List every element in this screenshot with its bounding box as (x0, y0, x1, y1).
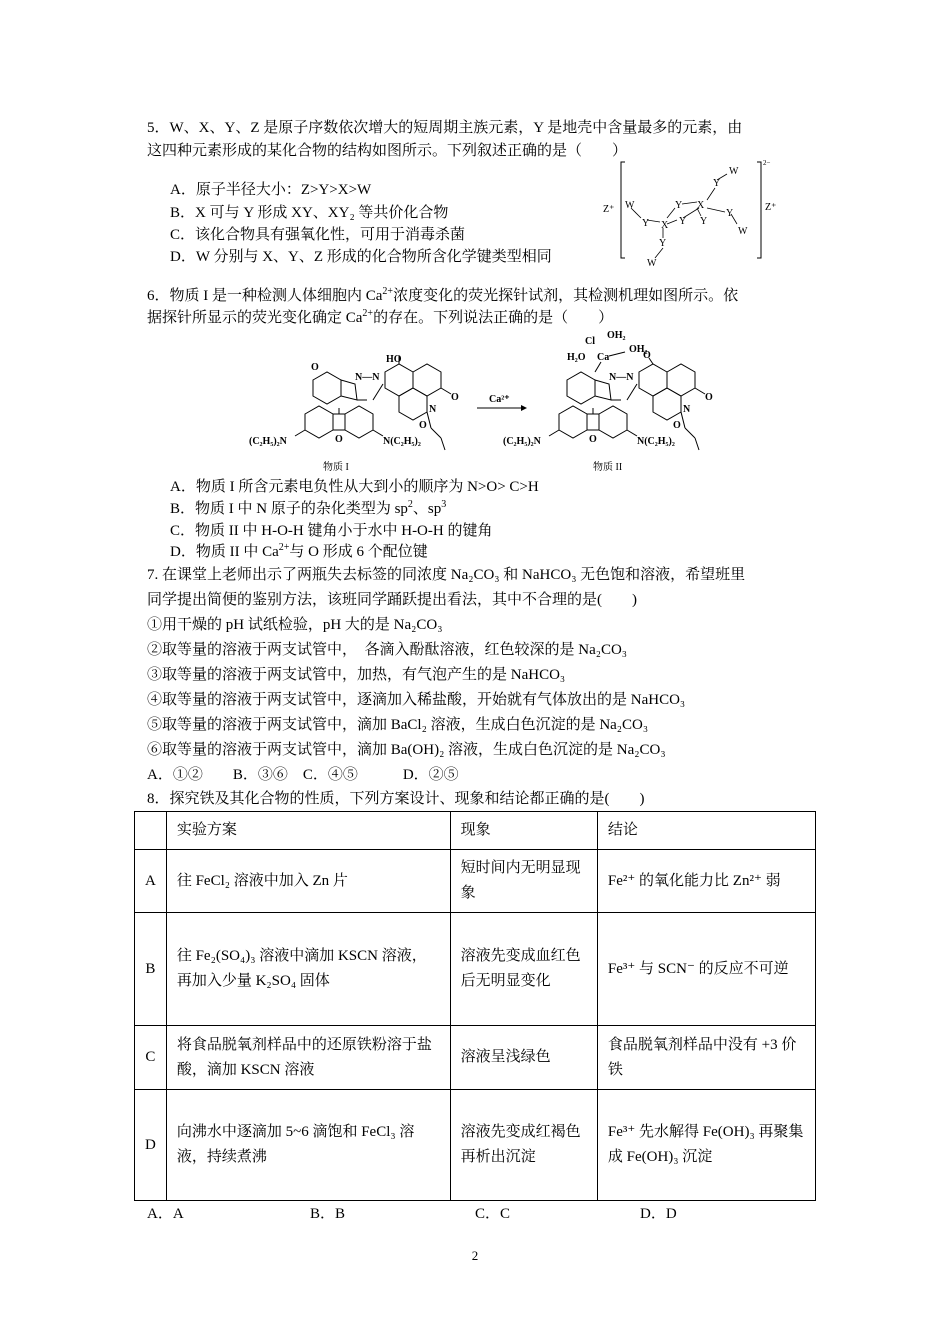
q5-option-d: D．W 分别与 X、Y、Z 形成的化合物所含化学键类型相同 (170, 249, 552, 265)
q8-header-conclusion: 结论 (597, 812, 815, 850)
q8-row-key: D (135, 1090, 167, 1201)
q8-row-c (135, 1026, 816, 1090)
q6-s2-O-imide1: O (705, 392, 713, 403)
q5-atom-w1: W (625, 200, 635, 211)
q8-cell-plan: 往 FeCl₂ 溶液中加入 Zn 片 (166, 850, 450, 913)
page-number: 2 (471, 1248, 479, 1263)
q8-option-b: B．B (310, 1206, 346, 1222)
q8-option-c: C．C (475, 1206, 511, 1222)
q8-cell-conclusion: 食品脱氧剂样品中没有 +3 价铁 (597, 1026, 815, 1090)
q5-atom-w2: W (729, 166, 739, 177)
q8-cell-plan: 将食品脱氧剂样品中的还原铁粉溶于盐酸，滴加 KSCN 溶液 (166, 1026, 450, 1090)
q5-atom-y2: Y (675, 200, 683, 211)
q8-table (134, 811, 816, 1201)
q6-substance-2-skeleton (549, 352, 705, 450)
q6-s1-O-carbonyl: O (311, 362, 319, 373)
q6-s1-N-imide: N (429, 404, 437, 415)
q8-header-blank (135, 812, 167, 850)
q5-atom-y3: Y (679, 216, 687, 227)
q5-atom-x1: X (661, 220, 669, 231)
q6-option-d: D．物质 II 中 $Ca^{2+}$与 O 形成 6 个配位键 (170, 542, 428, 560)
q6-s2-N-imide: N (683, 404, 691, 415)
q5-atom-y6: Y (726, 208, 734, 219)
q5-atom-y1: Y (642, 218, 650, 229)
q6-s2-OH2-right: OH₂ (629, 344, 648, 355)
q6-s1-O-imide2: O (419, 420, 427, 431)
q6-s2-O-phenoxide: O (643, 350, 651, 361)
q5-atom-w4: W (647, 258, 657, 269)
q7-item-6: ⑥取等量的溶液于两支试管中，滴加 Ba(OH)₂ 溶液，生成白色沉淀的是 Na₂CO₃ (147, 742, 666, 758)
q5-atom-x2: X (697, 200, 705, 211)
q5-option-b: B．X 可与 Y 形成 XY、XY₂ 等共价化合物 (170, 205, 449, 221)
q5-charge: 2− (763, 159, 771, 167)
q6-s2-O-xanthene: O (589, 434, 597, 445)
q8-cell-plan: 向沸水中逐滴加 5~6 滴饱和 FeCl₃ 溶液，持续煮沸 (166, 1090, 450, 1201)
q8-cell-phenomenon: 溶液先变成红褐色再析出沉淀 (450, 1090, 597, 1201)
q6-s1-O-xanthene: O (335, 434, 343, 445)
q8-row-key: B (135, 913, 167, 1026)
q8-cell-conclusion: Fe³⁺ 与 SCN⁻ 的反应不可逆 (597, 913, 815, 1026)
q7-stem-line2: 同学提出简便的鉴别方法，该班同学踊跃提出看法，其中不合理的是( ) (147, 592, 637, 608)
q6-s2-NEt2: N(C₂H₅)₂ (637, 436, 675, 447)
q8-row-key: A (135, 850, 167, 913)
q5-option-a: A．原子半径大小：Z>Y>X>W (170, 182, 372, 198)
q6-reaction-figure (245, 328, 815, 476)
q5-cation-left: Z⁺ (603, 204, 615, 215)
q8-table-header (135, 812, 816, 850)
q8-row-b (135, 913, 816, 1026)
q5-atom-y5: Y (713, 178, 721, 189)
q5-stem-line1: 5．W、X、Y、Z 是原子序数依次增大的短周期主族元素，Y 是地壳中含量最多的元素，由 (147, 120, 743, 136)
q6-s2-O-imide2: O (673, 420, 681, 431)
q8-row-d (135, 1090, 816, 1201)
q5-atom-y7: Y (659, 238, 667, 249)
q8-option-a: A．A (147, 1206, 184, 1222)
q5-atom-y4: Y (700, 216, 708, 227)
q8-cell-phenomenon: 溶液先变成血红色后无明显变化 (450, 913, 597, 1026)
q6-s2-Et2N: (C₂H₅)₂N (503, 436, 541, 447)
q6-stem-line1: 6．物质 I 是一种检测人体细胞内 $Ca^{2+}$浓度变化的荧光探针试剂，其检测机理如图所示。依 (147, 286, 739, 304)
q6-option-b: B．物质 I 中 N 原子的杂化类型为 $sp^2$、$sp^3$ (170, 499, 447, 517)
q8-cell-phenomenon: 溶液呈浅绿色 (450, 1026, 597, 1090)
q6-s1-Et2N: (C₂H₅)₂N (249, 436, 287, 447)
q8-header-plan: 实验方案 (166, 812, 450, 850)
q6-s2-NN: N—N (609, 372, 634, 383)
q8-header-phenomenon: 现象 (450, 812, 597, 850)
q6-s2-Ca: Ca (597, 352, 610, 363)
q6-s2-H2O: H₂O (567, 352, 586, 363)
q7-item-4: ④取等量的溶液于两支试管中，逐滴加入稀盐酸，开始就有气体放出的是 NaHCO₃ (147, 692, 686, 708)
q6-s1-O-imide1: O (451, 392, 459, 403)
q6-stem-line2: 据探针所显示的荧光变化确定 $Ca^{2+}$的存在。下列说法正确的是（ ） (147, 308, 614, 326)
q6-s1-NEt2: N(C₂H₅)₂ (383, 436, 421, 447)
q6-s2-OH2-top: OH₂ (607, 330, 626, 341)
q5-structure-figure (597, 158, 787, 270)
q6-arrow-reagent: Ca²⁺ (489, 394, 510, 405)
q6-s1-HO: HO (386, 354, 402, 365)
q7-item-2: ②取等量的溶液于两支试管中， 各滴入酚酞溶液，红色较深的是 Na₂CO₃ (147, 642, 628, 658)
q5-cation-right: Z⁺ (765, 202, 777, 213)
q8-cell-plan: 往 Fe₂(SO₄)₃ 溶液中滴加 KSCN 溶液，再加入少量 K₂SO₄ 固体 (166, 913, 450, 1026)
q7-stem-line1: 7. 在课堂上老师出示了两瓶失去标签的同浓度 Na₂CO₃ 和 NaHCO₃ 无色饱和溶液，希望班里 (147, 567, 746, 583)
q5-stem-line2: 这四种元素形成的某化合物的结构如图所示。下列叙述正确的是（ ） (147, 143, 628, 159)
q6-label-substance-2: 物质 II (593, 462, 623, 473)
q7-options: A．①② B．③⑥ C．④⑤ D．②⑤ (147, 767, 459, 783)
q8-cell-conclusion: Fe²⁺ 的氧化能力比 Zn²⁺ 弱 (597, 850, 815, 913)
q8-row-a (135, 850, 816, 913)
q6-label-substance-1: 物质 I (323, 462, 349, 473)
q7-item-3: ③取等量的溶液于两支试管中，加热，有气泡产生的是 NaHCO₃ (147, 667, 566, 683)
q8-cell-conclusion: Fe³⁺ 先水解得 Fe(OH)₃ 再聚集成 Fe(OH)₃ 沉淀 (597, 1090, 815, 1201)
q6-s1-NN: N—N (355, 372, 380, 383)
q8-row-key: C (135, 1026, 167, 1090)
q8-cell-phenomenon: 短时间内无明显现象 (450, 850, 597, 913)
q8-stem: 8．探究铁及其化合物的性质，下列方案设计、现象和结论都正确的是( ) (147, 791, 645, 807)
q7-item-1: ①用干燥的 pH 试纸检验，pH 大的是 Na₂CO₃ (147, 617, 443, 633)
q5-atom-w3: W (738, 226, 748, 237)
q8-option-d: D．D (640, 1206, 677, 1222)
q7-item-5: ⑤取等量的溶液于两支试管中，滴加 BaCl₂ 溶液，生成白色沉淀的是 Na₂CO₃ (147, 717, 649, 733)
q5-option-c: C．该化合物具有强氧化性，可用于消毒杀菌 (170, 227, 466, 243)
q6-option-c: C．物质 II 中 H-O-H 键角小于水中 H-O-H 的键角 (170, 523, 493, 539)
q6-option-a: A．物质 I 所含元素电负性从大到小的顺序为 N>O> C>H (170, 479, 539, 495)
q6-s2-Cl: Cl (585, 336, 595, 347)
